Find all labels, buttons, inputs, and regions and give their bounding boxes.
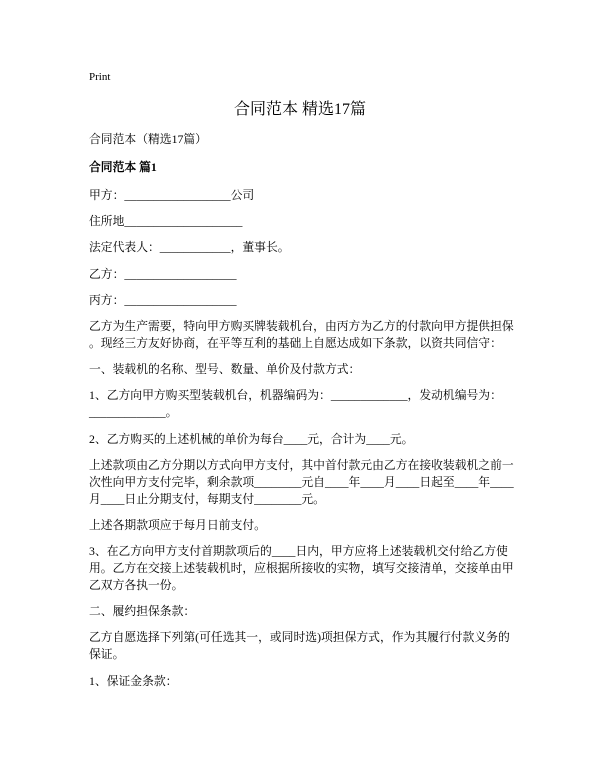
clause-1-paragraph <box>89 387 539 421</box>
payment-paragraph <box>89 457 539 508</box>
payment-line-3: 月____日止分期支付，每期支付________元。 <box>89 491 325 506</box>
due-date-line: 上述各期款项应于每月日前支付。 <box>89 517 266 532</box>
clause-3-line-3: 乙双方各执一份。 <box>89 578 184 593</box>
clause-3-paragraph <box>89 543 539 594</box>
legal-representative-line: 法定代表人：____________，董事长。 <box>89 240 290 255</box>
print-label: Print <box>89 71 111 83</box>
section-2-title: 二、履约担保条款： <box>89 604 196 619</box>
document-title: 合同范本 精选17篇 <box>233 101 366 118</box>
document-body <box>89 131 539 699</box>
clause-1-line-2: _____________。 <box>89 405 178 420</box>
preamble-line-2: 。现经三方友好协商，在平等互利的基础上自愿达成如下条款，以资共同信守： <box>89 335 502 350</box>
guarantee-intro-paragraph <box>89 629 539 663</box>
payment-line-2: 次性向甲方支付完毕，剩余款项________元自____年____月____日起至____年____ <box>89 474 514 489</box>
document-subtitle: 合同范本（精选17篇） <box>89 132 207 146</box>
clause-3-line-2: 用。乙方在交接上述装载机时，应根据所接收的实物，填写交接清单，交接单由甲 <box>89 561 514 576</box>
address-line: 住所地____________________ <box>89 214 243 229</box>
preamble-paragraph <box>89 318 539 352</box>
guarantee-intro-line-2: 保证。 <box>89 647 125 662</box>
clause-3-line-1: 3、在乙方向甲方支付首期款项后的____日内，甲方应将上述装载机交付给乙方使 <box>89 544 508 559</box>
section-heading: 合同范本 篇1 <box>89 160 157 174</box>
clause-1-line-1: 1、乙方向甲方购买型装载机台，机器编码为：_____________，发动机编号为： <box>89 388 502 403</box>
party-a-line: 甲方：__________________公司 <box>89 188 255 202</box>
payment-line-1: 上述款项由乙方分期以方式向甲方支付，其中首付款元由乙方在接收装载机之前一 <box>89 457 514 472</box>
preamble-line-1: 乙方为生产需要，特向甲方购买牌装载机台，由丙方为乙方的付款向甲方提供担保 <box>89 318 514 333</box>
party-b-line: 乙方：___________________ <box>89 266 237 281</box>
guarantee-intro-line-1: 乙方自愿选择下列第(可任选其一，或同时选)项担保方式，作为其履行付款义务的 <box>89 630 510 645</box>
section-1-title: 一、装载机的名称、型号、数量、单价及付款方式： <box>89 362 361 377</box>
clause-2-line: 2、乙方购买的上述机械的单价为每台____元，合计为____元。 <box>89 431 414 446</box>
party-c-line: 丙方：___________________ <box>89 292 237 307</box>
deposit-clause-line: 1、保证金条款： <box>89 673 178 688</box>
